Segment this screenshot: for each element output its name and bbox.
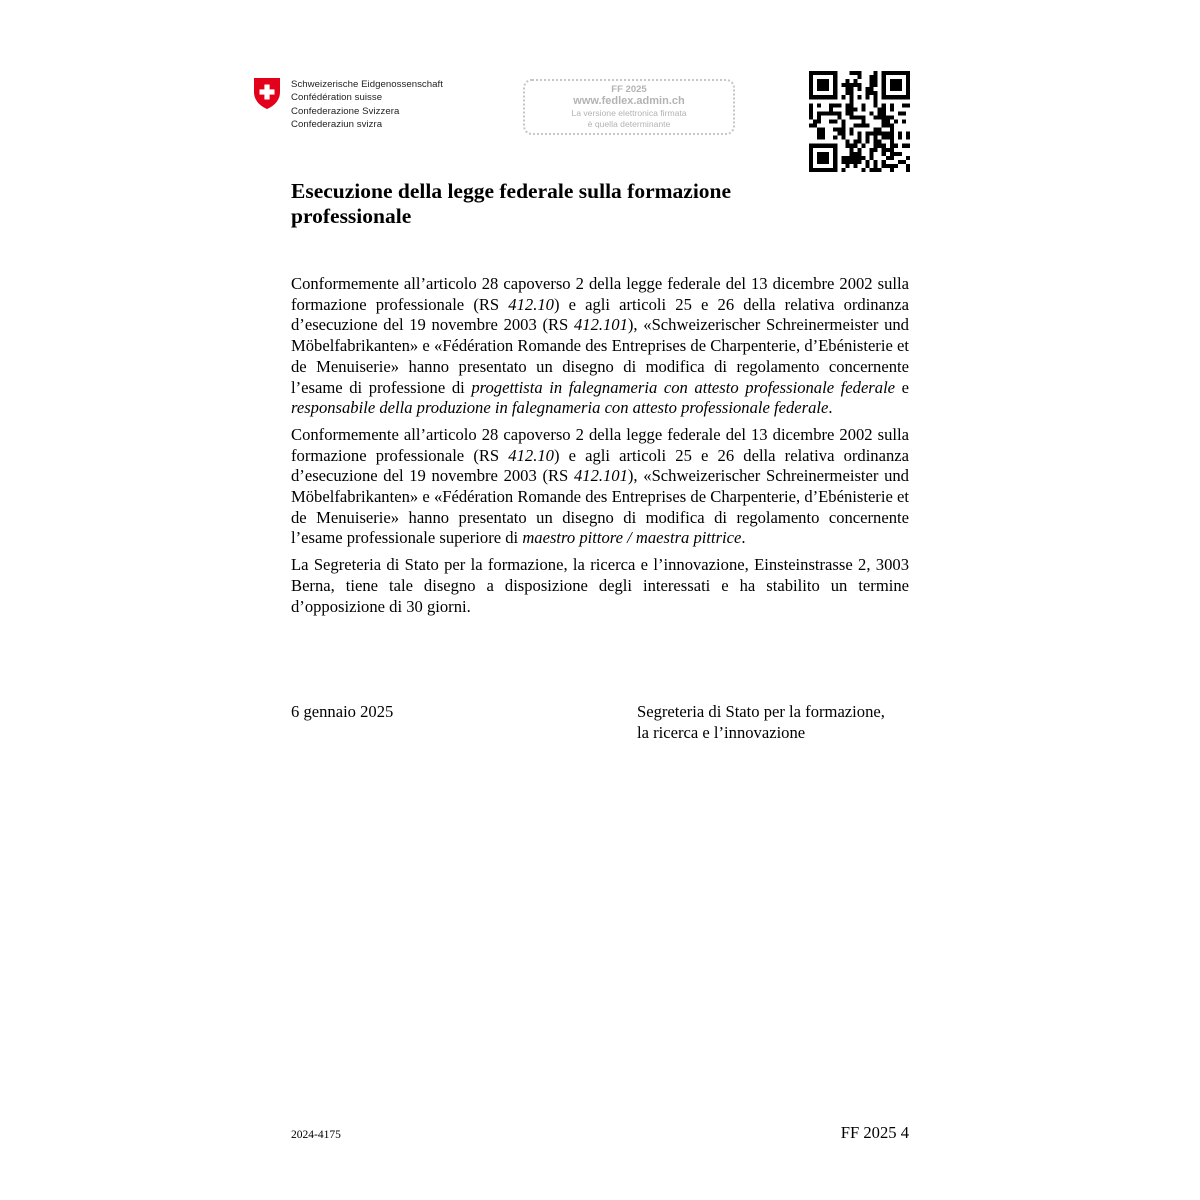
- law-ref: 412.10: [508, 294, 554, 314]
- confed-line-rm: Confederaziun svizra: [291, 118, 383, 130]
- paragraph-2: Conformemente all’articolo 28 capoverso 2 della legge federale del 13 dicembre 2002 sulla formazione professionale (RS 412.10) e agli articoli 25 e 26 della relativa ordinanza d’esecuzione del 19 novembre 2003 (RS 412.101), «Schweizerischer Schreinermeister und Möbelfabrikanten» e «Fédération Romande des Entreprises de Charpenterie, d’Ebénisterie et de Menuiserie» hanno presentato un disegno di modifica di regolamento concernente l’esame professionale superiore di maestro pittore / maestra pittrice.: [291, 424, 909, 548]
- confederation-wordmark: [291, 78, 443, 131]
- ordinance-ref: 412.101: [573, 466, 628, 486]
- page-reference: FF 2025 4: [840, 1123, 909, 1142]
- signature-line-2: la ricerca e l’innovazione: [637, 723, 806, 742]
- law-ref: 412.10: [508, 445, 554, 465]
- document-title: [291, 179, 931, 229]
- electronic-version-stamp: [523, 79, 735, 135]
- publication-date: 6 gennaio 2025: [291, 702, 394, 721]
- stamp-website: www.fedlex.admin.ch: [573, 95, 685, 107]
- stamp-note-2: è quella determinante: [587, 119, 671, 129]
- qr-code-icon: [809, 71, 910, 172]
- signature-block: [637, 701, 885, 743]
- paragraph-1: Conformemente all’articolo 28 capoverso 2 della legge federale del 13 dicembre 2002 sulla formazione professionale (RS 412.10) e agli articoli 25 e 26 della relativa ordinanza d’esecuzione del 19 novembre 2003 (RS 412.101), «Schweizerischer Schreinermeister und Möbelfabrikanten» e «Fédération Romande des Entreprises de Charpenterie, d’Ebénisterie et de Menuiserie» hanno presentato un disegno di modifica di regolamento concernente l’esame di professione di progettista in falegnameria con attesto professionale federale e responsabile della produzione in falegnameria con attesto professionale federale.: [291, 274, 910, 418]
- stamp-note-1: La versione elettronica firmata: [571, 108, 687, 118]
- signature-line-1: Segreteria di Stato per la formazione,: [637, 702, 885, 721]
- confed-line-de: Schweizerische Eidgenossenschaft: [291, 79, 443, 90]
- document-number: 2024-4175: [291, 1129, 341, 1141]
- profession-title-2: responsabile della produzione in falegnameria con attesto professionale federale: [291, 398, 829, 418]
- document-body: [291, 274, 909, 623]
- title-line-1: Esecuzione della legge federale sulla formazione: [291, 179, 732, 203]
- title-line-2: professionale: [291, 204, 412, 228]
- stamp-ff-label: FF 2025: [611, 84, 647, 95]
- profession-title-1: progettista in falegnameria con attesto professionale federale: [471, 377, 896, 397]
- paragraph-3: La Segreteria di Stato per la formazione, la ricerca e l’innovazione, Einsteinstrasse 2, 3003 Berna, tiene tale disegno a disposizione degli interessati e ha stabilito un termine d’opposizione di 30 giorni.: [291, 555, 909, 616]
- profession-title-3: maestro pittore / maestra pittrice: [522, 528, 742, 548]
- ordinance-ref: 412.101: [573, 315, 628, 335]
- swiss-coat-of-arms-icon: [253, 77, 281, 110]
- confed-line-it: Confederazione Svizzera: [291, 105, 400, 117]
- confed-line-fr: Confédération suisse: [291, 92, 383, 104]
